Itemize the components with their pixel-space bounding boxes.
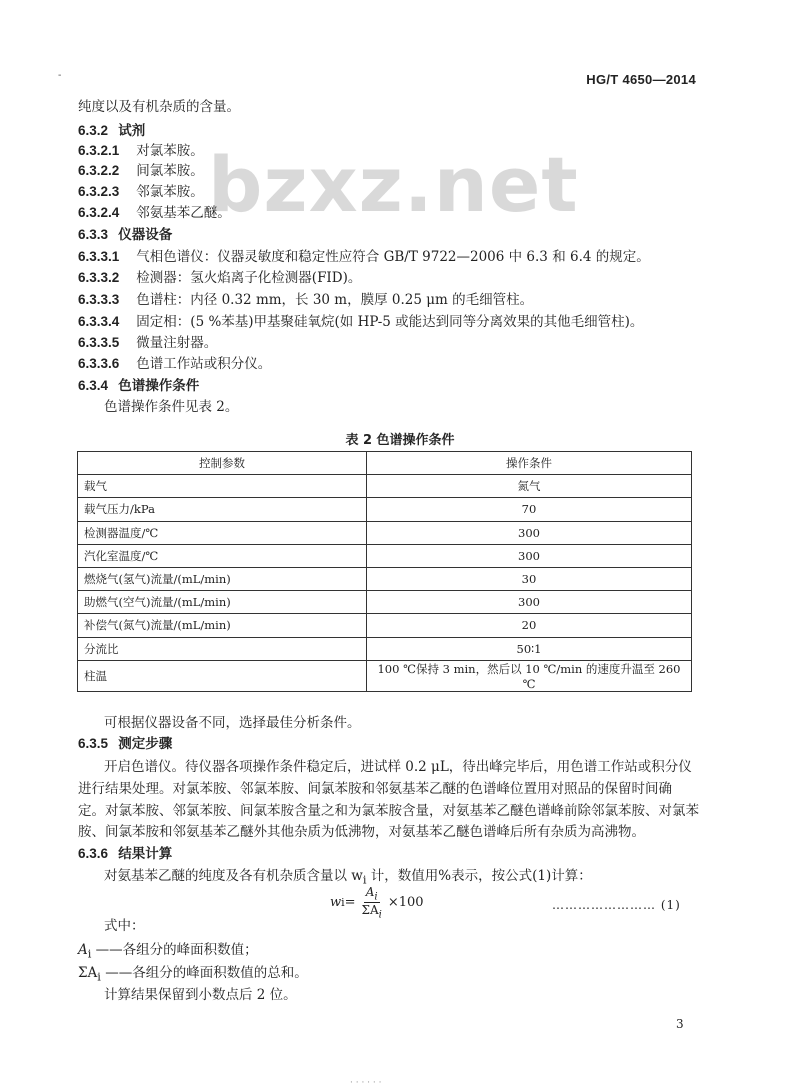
clause-text: 对氯苯胺。	[136, 143, 204, 159]
text-segment: 对氨基苯乙醚的纯度及各有机杂质含量以 w	[104, 868, 363, 884]
numerator-sub: i	[374, 891, 378, 903]
table-row	[78, 544, 692, 567]
watermark: bzxz.net	[208, 140, 579, 229]
text-line: 定。对氯苯胺、邻氯苯胺、间氯苯胺含量之和为氯苯胺含量，对氨基苯乙醚色谱峰前除邻氯苯胺、对氯苯	[78, 803, 699, 819]
table-row	[78, 614, 692, 637]
table-cell-value: 20	[367, 614, 692, 637]
text-segment: 计，数值用%表示，按公式(1)计算：	[366, 868, 592, 884]
table-cell-value: 氮气	[367, 475, 692, 498]
page-mark: -	[58, 70, 62, 81]
clause-number: 6.3.2.2	[78, 163, 120, 178]
section-title: 结果计算	[118, 846, 173, 862]
table-row	[78, 475, 692, 498]
section-number: 6.3.3	[78, 227, 109, 242]
equation-number: …………………… (1)	[552, 898, 681, 912]
section-number: 6.3.4	[78, 378, 109, 393]
denominator-sub: i	[378, 909, 382, 921]
clause-number: 6.3.3.5	[78, 335, 120, 350]
table-cell-value: 30	[367, 567, 692, 590]
clause-number: 6.3.3.4	[78, 314, 120, 329]
clause-text: 邻氨基苯乙醚。	[136, 205, 231, 221]
table-cell-value: 100 ℃保持 3 min，然后以 10 ℃/min 的速度升温至 260 ℃	[367, 660, 692, 691]
section-heading	[78, 122, 145, 140]
formula-lhs: w	[330, 895, 342, 911]
table-row	[78, 591, 692, 614]
table-cell-value: 50∶1	[367, 637, 692, 660]
formula-fraction	[360, 885, 384, 921]
clause-text: 色谱柱：内径 0.32 mm，长 30 m，膜厚 0.25 μm 的毛细管柱。	[136, 292, 534, 308]
clause	[78, 355, 271, 373]
section-number: 6.3.5	[78, 736, 109, 751]
formula	[330, 885, 424, 921]
table-cell-param: 柱温	[78, 660, 367, 691]
table-header-cell: 操作条件	[367, 452, 692, 475]
clause-text: 微量注射器。	[136, 335, 218, 351]
numerator-symbol: A	[365, 885, 375, 899]
clause	[78, 204, 231, 222]
section-title: 试剂	[118, 123, 146, 139]
clause-text: 固定相：(5 %苯基)甲基聚硅氧烷(如 HP-5 或能达到同等分离效果的其他毛细管柱)。	[136, 314, 644, 330]
clause-text: 气相色谱仪：仪器灵敏度和稳定性应符合 GB/T 9722—2006 中 6.3 和 6.4 的规定。	[136, 249, 650, 265]
text-line: 可根据仪器设备不同，选择最佳分析条件。	[104, 715, 361, 731]
text-line: 式中：	[104, 918, 145, 934]
clause-text: 色谱工作站或积分仪。	[136, 356, 272, 372]
table-row	[78, 660, 692, 691]
formula-times: ×100	[387, 895, 424, 911]
footer-mark: · · · · · ·	[350, 1078, 382, 1088]
clause-text: 检测器：氢火焰离子化检测器(FID)。	[136, 270, 362, 286]
clause	[78, 162, 204, 180]
table-cell-param: 燃烧气(氢气)流量/(mL/min)	[78, 567, 367, 590]
text-line: 纯度以及有机杂质的含量。	[78, 99, 240, 115]
section-heading	[78, 226, 172, 244]
table-cell-value: 300	[367, 591, 692, 614]
clause-number: 6.3.3.3	[78, 292, 120, 307]
text-line: 计算结果保留到小数点后 2 位。	[104, 987, 297, 1003]
table-row	[78, 521, 692, 544]
text-line: 胺、间氯苯胺和邻氨基苯乙醚外其他杂质为低沸物，对氨基苯乙醚色谱峰后所有杂质为高沸物。	[78, 824, 645, 840]
definition-symbol: ΣA	[78, 965, 98, 981]
section-title: 色谱操作条件	[118, 378, 200, 394]
definition-line	[78, 964, 308, 987]
table-cell-param: 汽化室温度/℃	[78, 544, 367, 567]
clause	[78, 291, 533, 309]
conditions-table	[77, 451, 692, 692]
clause	[78, 142, 204, 160]
section-heading	[78, 377, 199, 395]
formula-numerator	[364, 885, 380, 903]
section-title: 测定步骤	[118, 736, 173, 752]
clause-number: 6.3.3.1	[78, 249, 120, 264]
clause	[78, 269, 361, 287]
section-heading	[78, 845, 172, 863]
formula-lhs-sub: i	[341, 896, 345, 910]
definition-text: ——各组分的峰面积数值的总和。	[100, 965, 308, 981]
clause	[78, 248, 650, 266]
section-number: 6.3.2	[78, 123, 109, 138]
formula-equals: =	[344, 895, 356, 911]
clause	[78, 183, 204, 201]
clause-number: 6.3.2.4	[78, 205, 120, 220]
clause	[78, 334, 217, 352]
table-cell-value: 300	[367, 544, 692, 567]
section-title: 仪器设备	[118, 227, 173, 243]
clause	[78, 313, 643, 331]
clause-text: 间氯苯胺。	[136, 163, 204, 179]
definition-text: ——各组分的峰面积数值；	[91, 942, 258, 958]
text-line: 开启色谱仪。待仪器各项操作条件稳定后，进试样 0.2 μL，待出峰完毕后，用色谱工作站或积分仪	[104, 759, 692, 775]
clause-number: 6.3.3.6	[78, 356, 120, 371]
section-number: 6.3.6	[78, 846, 109, 861]
table-cell-param: 助燃气(空气)流量/(mL/min)	[78, 591, 367, 614]
definition-sub: i	[87, 947, 92, 961]
section-heading	[78, 735, 172, 753]
table-caption: 表 2 色谱操作条件	[345, 433, 455, 448]
standard-code: HG/T 4650—2014	[586, 72, 696, 87]
table-cell-param: 检测器温度/℃	[78, 521, 367, 544]
table-header-cell: 控制参数	[78, 452, 367, 475]
clause-number: 6.3.3.2	[78, 270, 120, 285]
table-cell-param: 载气压力/kPa	[78, 498, 367, 521]
table-row	[78, 567, 692, 590]
text-line: 进行结果处理。对氯苯胺、邻氯苯胺、间氯苯胺和邻氨基苯乙醚的色谱峰位置用对照品的保留时间确	[78, 781, 672, 797]
table-cell-value: 300	[367, 521, 692, 544]
definition-line	[78, 941, 258, 964]
table-cell-value: 70	[367, 498, 692, 521]
definition-symbol: A	[78, 942, 88, 958]
table-header-row	[78, 452, 692, 475]
table-cell-param: 补偿气(氮气)流量/(mL/min)	[78, 614, 367, 637]
table-row	[78, 637, 692, 660]
table-row	[78, 498, 692, 521]
table-cell-param: 载气	[78, 475, 367, 498]
text-line: 色谱操作条件见表 2。	[104, 399, 239, 415]
clause-number: 6.3.2.3	[78, 184, 120, 199]
definition-sub: i	[97, 970, 101, 984]
subscript: i	[362, 873, 367, 887]
clause-number: 6.3.2.1	[78, 143, 120, 158]
page-number: 3	[676, 1017, 684, 1031]
denominator-symbol: ΣA	[361, 903, 379, 918]
formula-denominator	[360, 903, 384, 920]
table-cell-param: 分流比	[78, 637, 367, 660]
clause-text: 邻氯苯胺。	[136, 184, 204, 200]
